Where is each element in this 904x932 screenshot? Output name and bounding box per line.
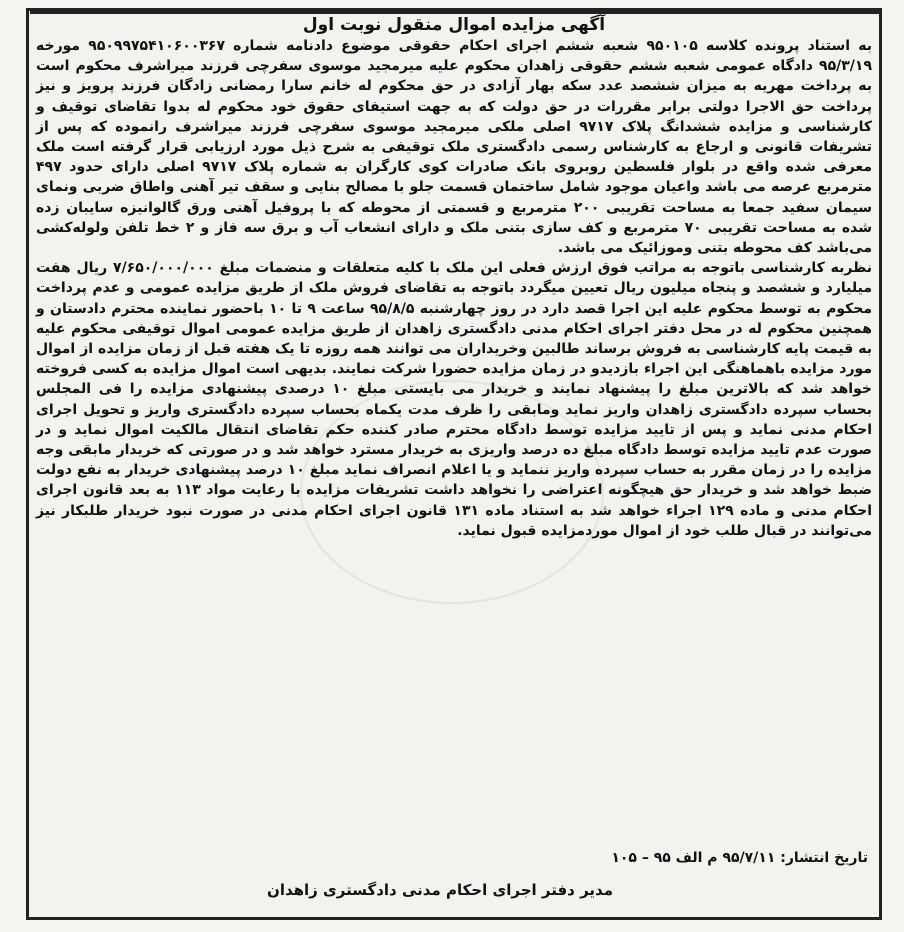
notice-body [36, 36, 872, 541]
notice-paragraph-2: نظربه کارشناسی باتوجه به مراتب فوق ارزش فعلی این ملک با کلیه متعلقات و منضمات مبلغ ۷/۶۵۰/۰۰۰/۰۰۰ ریال هفت میلیارد و ششصد و پنجاه میلیون ریال تعیین میگردد باتوجه به تقاضای فروش ملک از طریق مزایده عمومی و عدم پرداخت محکوم به توسط محکوم علیه این اجرا قصد دارد در روز چهارشنبه ۹۵/۸/۵ ساعت ۹ تا ۱۰ باحضور نماینده محترم دادستان و همچنین محکوم له در محل دفتر اجرای احکام مدنی دادگستری زاهدان از طریق مزایده عمومی اموال توقیفی محکوم علیه به قیمت پایه کارشناسی به فروش برساند طالبین وخریداران می توانند همه روزه تا یک هفته قبل از زمان مزایده از اموال مورد مزایده باهماهنگی این اجراء بازدیدو در زمان مزایده حضورا شرکت نمایند. بدیهی است اموال مزایده به کسی فروخته خواهد شد که بالاترین مبلغ را پیشنهاد نمایند و خریدار می بایستی مبلغ ۱۰ درصدی پیشنهادی مزایده را فی المجلس بحساب سپرده دادگستری زاهدان واریز نماید ومابقی را ظرف مدت یکماه بحساب سپرده دادگستری واریز و تحویل اجرای احکام مدنی نماید و پس از تایید مزایده توسط دادگاه محترم صادر کننده حکم تقاضای انتقال مالکیت اموال نماید و در صورت عدم تایید مزایده توسط دادگاه مبلغ ده درصد واریزی به خریدار مسترد خواهد شد و در صورتی که خریدار مابقی وجه مزایده را در زمان مقرر به حساب سپرده واریز ننماید و یا اعلام انصراف نماید مبلغ ۱۰ درصد پیشنهادی خریدار به نفع دولت ضبط خواهد شد و خریدار حق هیچگونه اعتراضی را نخواهد داشت تشریفات مزایده با رعایت مواد ۱۱۳ به بعد قانون اجرای احکام مدنی و ماده ۱۲۹ اجراء خواهد شد به استناد ماده ۱۳۱ قانون اجرای احکام مدنی در صورت نبود خریدار طلبکار نیز می‌توانند در قبال طلب خود از اموال موردمزایده قبول نماید. [36, 260, 873, 539]
notice-paragraph-1: به استناد پرونده کلاسه ۹۵۰۱۰۵ شعبه ششم اجرای احکام حقوقی موضوع دادنامه شماره ۹۵۰۹۹۷۵۴۱۰۶۰۰۳۶۷ مورخه ۹۵/۳/۱۹ دادگاه عمومی شعبه ششم حقوقی زاهدان محکوم علیه میرمجید موسوی سفرچی فرزند میراشرف محکوم است به پرداخت مهریه به میزان ششصد عدد سکه بهار آزادی در حق محکوم له خانم سارا رمضانی زادگان فرزند پرویز و نیز پرداخت حق الاجرا دولتی برابر مقررات در حق دولت که به جهت استیفای حقوق خود محکوم له بدوا تقاضای توقیف و کارشناسی و مزایده ششدانگ پلاک ۹۷۱۷ اصلی ملکی میرمجید موسوی سفرچی فرزند میراشرف رانموده که پس از تشریفات قانونی و ارجاع به کارشناس رسمی دادگستری ملک توقیفی به شرح ذیل مورد ارزیابی قرار گرفته است ملک معرفی شده واقع در بلوار فلسطین روبروی بانک صادرات کوی کارگران به شماره پلاک ۹۷۱۷ اصلی دارای حدود ۴۹۷ مترمربع عرصه می باشد واعیان موجود شامل ساختمان قسمت جلو با مصالح بنایی و سقف تیر آهنی واطاق ضربی ونمای سیمان سفید جمعا به مساحت تقریبی ۲۰۰ مترمربع و قسمتی از محوطه که با پروفیل آهنی ورق گالوانیزه سایبان زده شده به مساحت تقریبی ۷۰ مترمربع و کف سازی بتنی ملک و دارای انشعاب آب و برق سه فاز و ۲ خط تلفن ولوله‌کشی می‌باشد کف محوطه بتنی وموزائیک می باشد. [36, 38, 873, 257]
notice-title: آگهی مزایده اموال منقول نوبت اول [302, 15, 606, 35]
publish-date: تاریخ انتشار: ۹۵/۷/۱۱ م الف ۹۵ – ۱۰۵ [611, 850, 868, 866]
signature-line: مدیر دفتر اجرای احکام مدنی دادگستری زاهدان [267, 881, 613, 899]
